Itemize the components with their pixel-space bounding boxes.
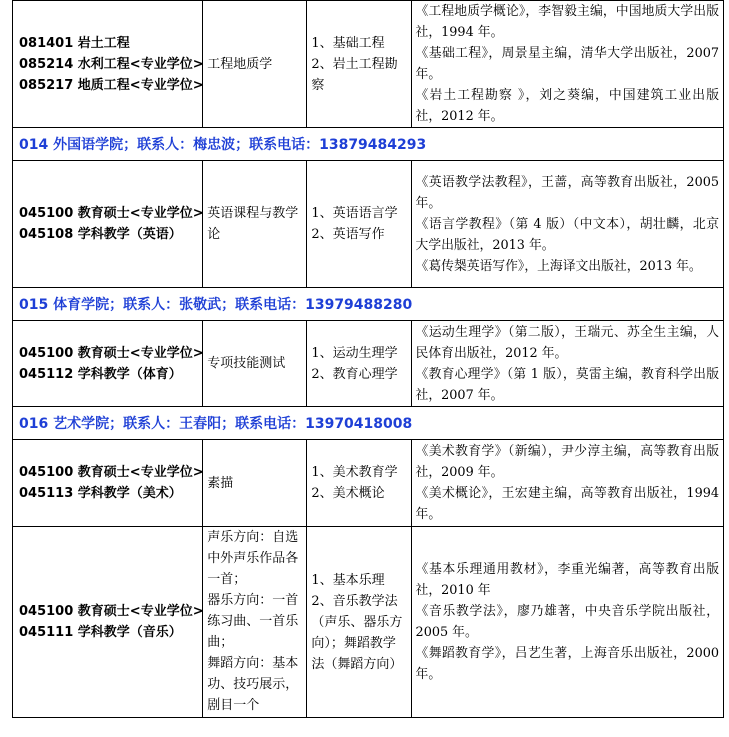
reference-book: 《葛传椝英语写作》，上海译文出版社，2013 年。 [415, 258, 702, 274]
retest-subjects-cell [307, 527, 411, 718]
table-row [13, 440, 724, 527]
retest-subject: 1、基础工程 [311, 35, 385, 51]
reference-book: 《岩土工程勘察 》，刘之葵编，中国建筑工业出版社，2012 年。 [415, 88, 719, 124]
major-name: 045111 学科教学（音乐） [19, 625, 182, 640]
reference-books-cell [411, 527, 723, 718]
reference-book: 《基础工程》，周景星主编，清华大学出版社，2007 年。 [415, 46, 719, 82]
reference-book: 《美术教育学》（新编），尹少淳主编，高等教育出版社，2009 年。 [415, 444, 719, 480]
retest-subjects-cell [307, 161, 411, 288]
exam-subject: 专项技能测试 [207, 356, 286, 371]
major-name: 085217 地质工程<专业学位> [19, 77, 204, 93]
reference-book: 《舞蹈教育学》，吕艺生著，上海音乐出版社，2000 年。 [415, 646, 719, 682]
retest-subject: 1、运动生理学 [311, 345, 398, 361]
reference-books-cell [411, 1, 723, 128]
retest-subject: 2、美术概论 [311, 486, 385, 501]
exam-subject: 工程地质学 [207, 56, 273, 72]
reference-book: 《工程地质学概论》，李智毅主编，中国地质大学出版社，1994 年。 [415, 4, 719, 40]
catalog-table [12, 0, 724, 718]
department-row [13, 128, 724, 161]
department-header: 016 艺术学院；联系人：王春阳；联系电话：13970418008 [13, 407, 724, 440]
major-name: 085214 水利工程<专业学位> [19, 56, 204, 72]
exam-subject-cell [203, 527, 307, 718]
exam-subject-cell [203, 321, 307, 407]
major-name: 045108 学科教学（英语） [19, 227, 182, 242]
major-cell [13, 1, 203, 128]
reference-book: 《教育心理学》（第 1 版），莫雷主编，教育科学出版社，2007 年。 [415, 366, 719, 403]
department-row [13, 288, 724, 321]
exam-subject-cell [203, 161, 307, 288]
department-header: 015 体育学院；联系人：张敬武；联系电话：13979488280 [13, 288, 724, 321]
exam-subject-cell [203, 440, 307, 527]
retest-subject: 2、岩土工程勘 [311, 56, 398, 72]
major-name: 081401 岩土工程 [19, 35, 130, 51]
retest-subject: 2、英语写作 [311, 227, 385, 242]
major-name: 045100 教育硕士<专业学位> [19, 604, 204, 619]
retest-subject: 2、音乐教学法（声乐、器乐方向）；舞蹈教学法（舞蹈方向） [311, 593, 403, 672]
major-name: 045100 教育硕士<专业学位> [19, 465, 204, 480]
major-name: 045112 学科教学（体育） [19, 366, 182, 382]
reference-book: 《基本乐理通用教材》，李重光编著，高等教育出版社，2010 年 [415, 562, 719, 598]
major-name: 045100 教育硕士<专业学位> [19, 345, 204, 361]
exam-subject: 舞蹈方向：基本功、技巧展示，剧目一个 [207, 656, 299, 713]
major-cell [13, 321, 203, 407]
retest-subject: 2、教育心理学 [311, 366, 398, 382]
reference-book: 《运动生理学》（第二版），王瑞元、苏全生主编，人民体育出版社，2012 年。 [415, 324, 719, 361]
table-row [13, 321, 724, 407]
table-row [13, 527, 724, 718]
exam-subject: 素描 [207, 475, 234, 491]
retest-subject: 察 [311, 77, 325, 93]
table-row [13, 1, 724, 128]
reference-book: 《语言学教程》（第 4 版）（中文本），胡壮麟，北京大学出版社，2013 年。 [415, 216, 719, 253]
reference-books-cell [411, 440, 723, 527]
retest-subjects-cell [307, 440, 411, 527]
exam-subject-cell [203, 1, 307, 128]
exam-subject: 英语课程与教学论 [207, 206, 299, 242]
major-name: 045113 学科教学（美术） [19, 486, 182, 501]
major-cell [13, 440, 203, 527]
retest-subject: 1、基本乐理 [311, 572, 385, 588]
reference-books-cell [411, 161, 723, 288]
exam-subject: 器乐方向：一首练习曲、一首乐曲； [207, 593, 299, 650]
retest-subject: 1、美术教育学 [311, 465, 398, 480]
table-row [13, 161, 724, 288]
retest-subjects-cell [307, 1, 411, 128]
major-cell [13, 527, 203, 718]
major-cell [13, 161, 203, 288]
department-row [13, 407, 724, 440]
retest-subjects-cell [307, 321, 411, 407]
enrollment-catalog-page [12, 0, 724, 718]
major-name: 045100 教育硕士<专业学位> [19, 206, 204, 221]
reference-book: 《美术概论》，王宏建主编，高等教育出版社，1994 年。 [415, 486, 719, 522]
retest-subject: 1、英语语言学 [311, 206, 398, 221]
reference-books-cell [411, 321, 723, 407]
exam-subject: 声乐方向：自选中外声乐作品各一首； [207, 530, 299, 587]
reference-book: 《音乐教学法》，廖乃雄著，中央音乐学院出版社，2005 年。 [415, 604, 719, 640]
department-header: 014 外国语学院；联系人：梅忠波；联系电话：13879484293 [13, 128, 724, 161]
reference-book: 《英语教学法教程》，王蔷，高等教育出版社，2005 年。 [415, 174, 719, 211]
